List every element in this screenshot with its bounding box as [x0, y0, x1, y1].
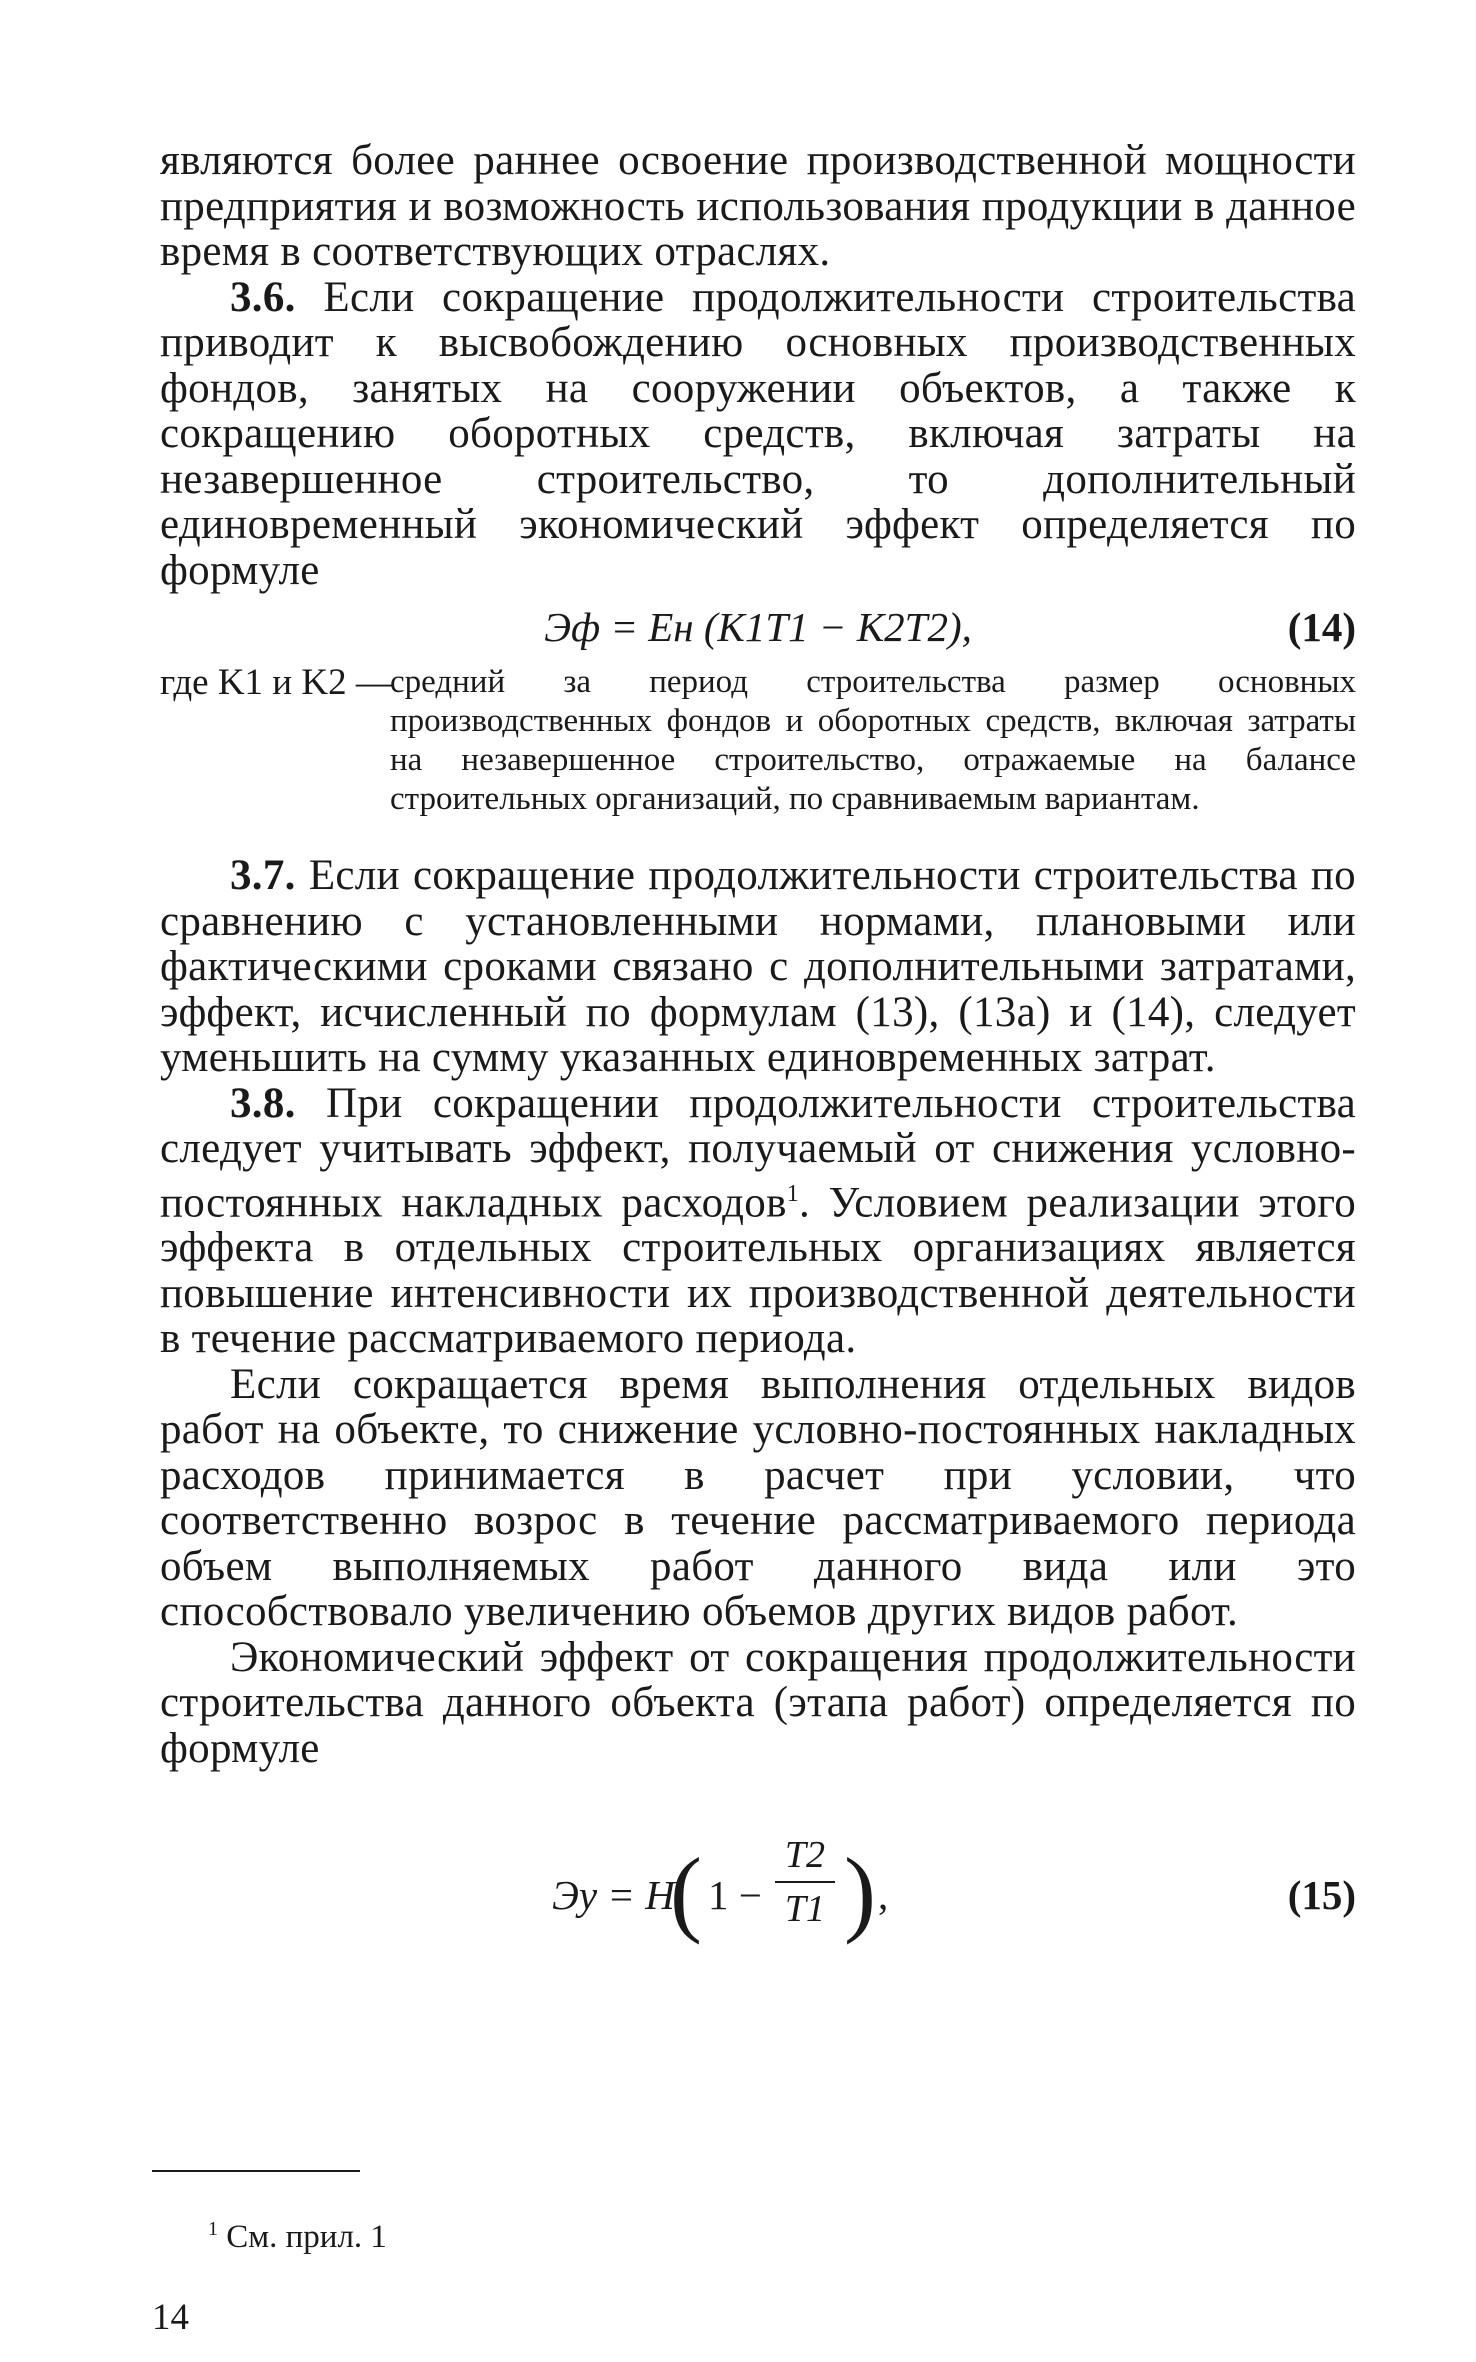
page-body	[160, 138, 1356, 1964]
paragraph-intro-continued: являются более раннее освоение производственной мощности предприятия и возможность использования продукции в данное время в соответствующих отраслях.	[160, 137, 1356, 275]
paragraph-3-7	[160, 853, 1356, 1081]
paragraph-3-8-text: При сокращении продолжительности строительства следует учитывать эффект, получаемый от снижения условно-постоянных накладных расходов	[160, 1079, 1356, 1226]
paragraph-3-6-text: Если сокращение продолжительности строительства приводит к высвобождению основных производственных фондов, занятых на сооружении объектов, а также к сокращению оборотных средств, включая затраты на незавершенное строительство, то дополнительный единовременный экономический эффект определяется по формуле	[160, 273, 1356, 594]
paragraph-3-6	[160, 275, 1356, 594]
formula-15	[160, 1829, 1356, 1964]
formula-14-number: (14)	[1287, 604, 1356, 650]
formula-14-legend-text: средний за период строительства размер основных производственных фондов и оборотных средств, включая затраты на незавершенное строительство, отражаемые на балансе строительных организаций, по сравниваемым вариантам.	[390, 664, 1356, 817]
paragraph-3-7-text: Если сокращение продолжительности строительства по сравнению с установленными нормами, плановыми или фактическими сроками связано с дополнительными затратами, эффект, исчисленный по формулам (13), (13а) и (14), следует уменьшить на сумму указанных единовременных затрат.	[160, 852, 1356, 1081]
footnote	[208, 2218, 387, 2256]
formula-15-comma: ,	[878, 1872, 889, 1919]
footnote-text: См. прил. 1	[226, 2219, 387, 2255]
formula-15-lhs: Эу = H	[552, 1872, 675, 1919]
paragraph-overhead-condition: Если сокращается время выполнения отдельных видов работ на объекте, то снижение условно-постоянных накладных расходов принимается в расчет при условии, что соответственно возрос в течение рассматриваемого периода объем выполняемых работ данного вида или это способствовало увеличению объемов других видов работ.	[160, 1360, 1356, 1636]
footnote-rule	[152, 2170, 360, 2172]
formula-15-right-paren: )	[844, 1838, 876, 1946]
formula-15-denominator: T1	[784, 1888, 826, 1931]
formula-15-left-paren: (	[670, 1838, 702, 1946]
formula-15-fraction	[775, 1829, 835, 1935]
section-number-3-6: 3.6.	[230, 273, 296, 321]
section-number-3-7: 3.7.	[230, 852, 296, 899]
formula-15-numerator: T2	[784, 1834, 826, 1877]
formula-14-expression: Эф = Eн (K1T1 − K2T2),	[544, 604, 972, 650]
paragraph-effect-formula-intro: Экономический эффект от сокращения продолжительности строительства данного объекта (этапа работ) определяется по формуле	[160, 1633, 1356, 1772]
page-number: 14	[152, 2297, 189, 2338]
footnote-reference: 1	[786, 1180, 800, 1207]
footnote-mark: 1	[208, 2218, 218, 2240]
paragraph-3-8-text-rest: . Условием реализации этого эффекта в отдельных строительных организациях является повышение интенсивности их производственной деятельности в течение рассматриваемого периода.	[160, 1178, 1356, 1363]
formula-14	[160, 597, 1356, 657]
section-number-3-8: 3.8.	[230, 1079, 296, 1127]
formula-15-number: (15)	[1287, 1872, 1356, 1919]
formula-14-legend	[160, 663, 1356, 819]
paragraph-3-8	[160, 1081, 1356, 1362]
formula-14-legend-lead: где K1 и K2 —	[160, 662, 393, 703]
formula-15-one-minus: 1 −	[708, 1872, 762, 1919]
